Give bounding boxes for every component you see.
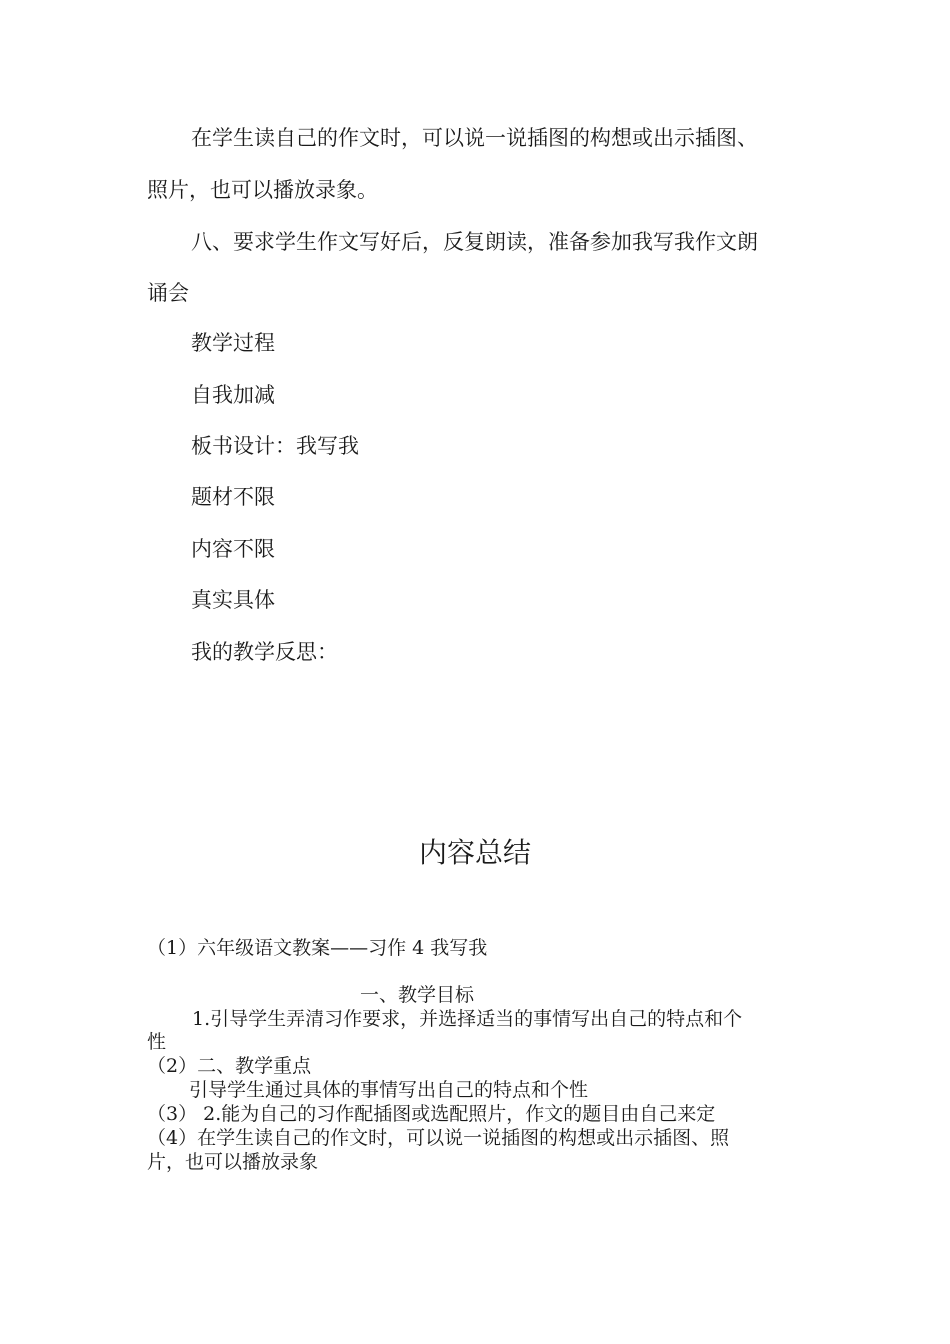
body-line-4: 诵会 xyxy=(147,281,189,305)
summary-line-6: 引导学生通过具体的事情写出自己的特点和个性 xyxy=(189,1079,589,1101)
summary-line-5: （2）二、教学重点 xyxy=(147,1055,312,1077)
body-line-10: 真实具体 xyxy=(191,588,275,612)
body-line-1: 在学生读自己的作文时，可以说一说插图的构想或出示插图、 xyxy=(191,126,758,150)
body-line-8: 题材不限 xyxy=(191,485,275,509)
body-line-7: 板书设计：我写我 xyxy=(191,434,359,458)
body-line-9: 内容不限 xyxy=(191,537,275,561)
summary-line-1: （1）六年级语文教案——习作 4 我写我 xyxy=(147,937,488,959)
body-line-3: 八、要求学生作文写好后，反复朗读，准备参加我写我作文朗 xyxy=(191,230,758,254)
summary-line-9: 片，也可以播放录象 xyxy=(147,1151,319,1173)
summary-line-8: （4）在学生读自己的作文时，可以说一说插图的构想或出示插图、照 xyxy=(147,1127,730,1149)
body-line-2: 照片，也可以播放录象。 xyxy=(147,178,378,202)
summary-line-4: 性 xyxy=(147,1031,167,1053)
summary-line-7: （3） 2.能为自己的习作配插图或选配照片，作文的题目由自己来定 xyxy=(147,1103,716,1125)
body-line-5: 教学过程 xyxy=(191,331,275,355)
summary-line-3: 1.引导学生弄清习作要求，并选择适当的事情写出自己的特点和个 xyxy=(192,1008,743,1030)
body-line-6: 自我加减 xyxy=(191,383,275,407)
body-line-11: 我的教学反思： xyxy=(191,640,338,664)
summary-line-2: 一、教学目标 xyxy=(360,984,475,1006)
summary-title: 内容总结 xyxy=(418,836,531,869)
